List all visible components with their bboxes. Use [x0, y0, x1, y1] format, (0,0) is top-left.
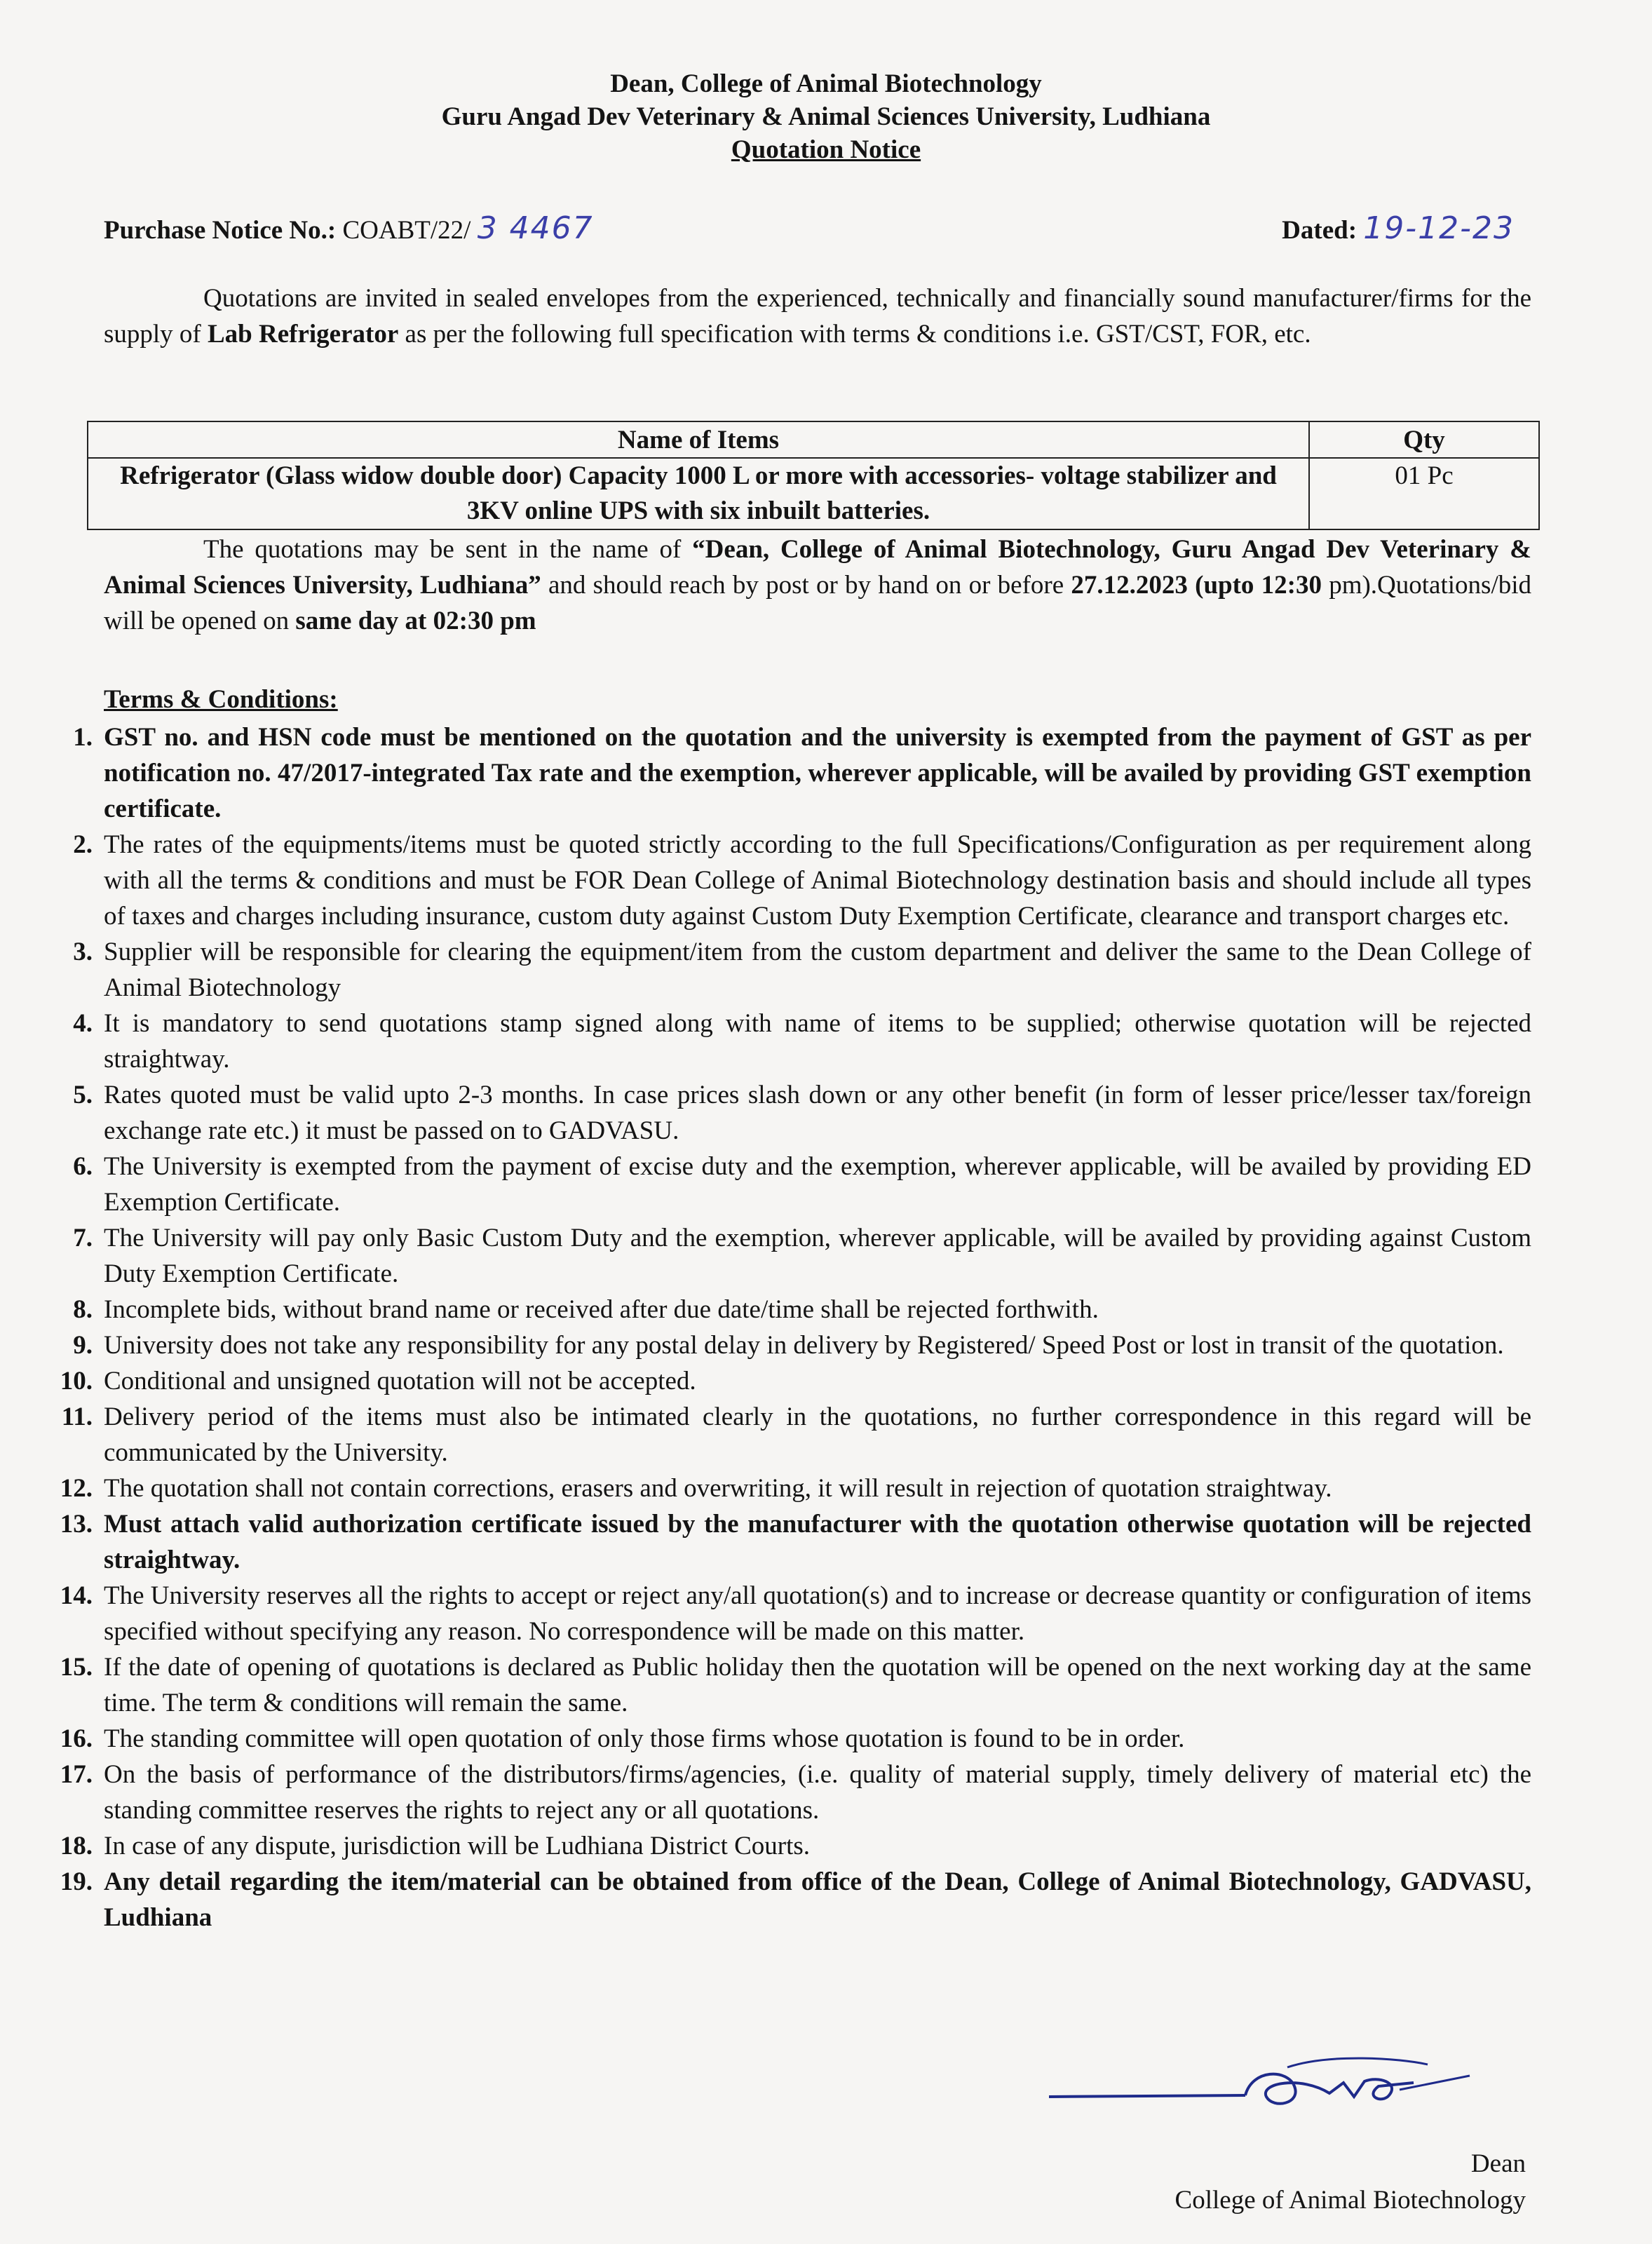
handwritten-notice-number: 3 4467: [477, 210, 594, 246]
list-item: [28, 827, 1531, 934]
term-number: 7.: [73, 1224, 93, 1252]
notice-date: [1282, 210, 1515, 246]
terms-list: [28, 719, 1531, 1935]
list-item: [28, 1220, 1531, 1292]
term-number: 13.: [60, 1510, 93, 1539]
term-text: Incomplete bids, without brand name or received after due date/time shall be rejected forthwith.: [104, 1295, 1099, 1324]
list-item: [28, 1757, 1531, 1828]
term-number: 4.: [73, 1009, 93, 1038]
document-header: [0, 67, 1652, 166]
term-text: Rates quoted must be valid upto 2-3 months. In case prices slash down or any other benefit (in form of lesser price/lesser tax/foreign exchange rate etc.) it must be passed on to GADVASU.: [104, 1081, 1531, 1145]
term-number: 19.: [60, 1867, 93, 1896]
notice-label: Purchase Notice No.:: [104, 216, 337, 245]
submission-paragraph: [104, 532, 1531, 639]
header-university-line: Guru Angad Dev Veterinary & Animal Sciences University, Ludhiana: [441, 102, 1211, 131]
list-item: [28, 1506, 1531, 1578]
term-number: 8.: [73, 1295, 93, 1324]
intro-text-1: Quotations are invited in sealed envelopes from the experienced, technically and financially sound manufacturer/firms for the supply of: [104, 284, 1531, 349]
intro-paragraph: [104, 280, 1531, 352]
term-text: On the basis of performance of the distributors/firms/agencies, (i.e. quality of material supply, timely delivery of material etc) the standing committee reserves the rights to reject any or all quotations.: [104, 1760, 1531, 1825]
term-number: 10.: [60, 1367, 93, 1395]
term-number: 1.: [73, 723, 93, 752]
signatory-block: [1175, 2146, 1526, 2219]
list-item: [28, 1828, 1531, 1864]
term-text: Delivery period of the items must also be intimated clearly in the quotations, no further correspondence in this regard will be communicated by the University.: [104, 1402, 1531, 1467]
term-text: The University reserves all the rights to accept or reject any/all quotation(s) and to increase or decrease quantity or configuration of items specified without specifying any reason. No correspondence will be made on this matter.: [104, 1581, 1531, 1646]
term-number: 16.: [60, 1724, 93, 1753]
term-text: If the date of opening of quotations is declared as Public holiday then the quotation will be opened on the next working day at the same time. The term & conditions will remain the same.: [104, 1653, 1531, 1717]
term-number: 9.: [73, 1331, 93, 1360]
items-table-header: [88, 421, 1539, 458]
list-item: [28, 1649, 1531, 1721]
term-text: The University will pay only Basic Custom Duty and the exemption, wherever applicable, will be availed by providing against Custom Duty Exemption Certificate.: [104, 1224, 1531, 1288]
list-item: [28, 1399, 1531, 1471]
date-label: Dated:: [1282, 216, 1358, 245]
list-item: [28, 1578, 1531, 1649]
intro-item-name: Lab Refrigerator: [208, 320, 399, 349]
term-text: It is mandatory to send quotations stamp signed along with name of items to be supplied; otherwise quotation will be rejected straightway.: [104, 1009, 1531, 1074]
term-number: 17.: [60, 1760, 93, 1789]
signatory-title: Dean: [1470, 2149, 1526, 2178]
term-number: 14.: [60, 1581, 93, 1610]
sent-text-2: and should reach by post or by hand on or before: [541, 571, 1071, 600]
list-item: [28, 1292, 1531, 1327]
term-text: Conditional and unsigned quotation will not be accepted.: [104, 1367, 696, 1395]
term-text: The quotation shall not contain corrections, erasers and overwriting, it will result in rejection of quotation straightway.: [104, 1474, 1332, 1503]
term-text: Supplier will be responsible for clearing the equipment/item from the custom department and deliver the same to the Dean College of Animal Biotechnology: [104, 938, 1531, 1002]
term-text: The rates of the equipments/items must be quoted strictly according to the full Specifications/Configuration as per requirement along with all the terms & conditions and must be FOR Dean College of Animal Biotechnology destination basis and should include all types of taxes and charges including insurance, custom duty against Custom Duty Exemption Certificate, clearance and transport charges etc.: [104, 830, 1531, 931]
col-qty: Qty: [1309, 421, 1539, 458]
intro-text-2: as per the following full specification with terms & conditions i.e. GST/CST, FOR, etc.: [398, 320, 1311, 349]
list-item: [28, 1077, 1531, 1149]
signatory-org: College of Animal Biotechnology: [1174, 2186, 1526, 2215]
list-item: [28, 1864, 1531, 1935]
list-item: [28, 1149, 1531, 1220]
term-number: 12.: [60, 1474, 93, 1503]
notice-prefix: COABT/22/: [342, 216, 471, 245]
item-qty-cell: 01 Pc: [1309, 458, 1539, 529]
list-item: [28, 1363, 1531, 1399]
term-number: 5.: [73, 1081, 93, 1109]
term-number: 11.: [61, 1402, 93, 1431]
sent-text-1: The quotations may be sent in the name of: [203, 535, 693, 564]
item-name-cell: Refrigerator (Glass widow double door) Capacity 1000 L or more with accessories- voltage stabilizer and 3KV online UPS with six inbuilt batteries.: [88, 458, 1309, 529]
term-text: Must attach valid authorization certificate issued by the manufacturer with the quotation otherwise quotation will be rejected straightway.: [104, 1510, 1531, 1574]
purchase-notice-number: [104, 210, 594, 246]
list-item: [28, 1327, 1531, 1363]
term-number: 15.: [60, 1653, 93, 1682]
sent-deadline: 27.12.2023 (upto 12:30: [1071, 571, 1322, 600]
header-notice-title: Quotation Notice: [731, 135, 921, 164]
term-number: 3.: [73, 938, 93, 966]
table-row: [88, 458, 1539, 529]
header-dean-line: Dean, College of Animal Biotechnology: [610, 69, 1042, 98]
signature-image: [1035, 2055, 1526, 2125]
term-text: The standing committee will open quotation of only those firms whose quotation is found to be in order.: [104, 1724, 1185, 1753]
sent-text-3: pm).Quotations/bid will be opened on: [104, 571, 1532, 635]
list-item: [28, 934, 1531, 1006]
term-number: 2.: [73, 830, 93, 859]
notice-row: [104, 203, 1515, 245]
term-text: Any detail regarding the item/material can be obtained from office of the Dean, College of Animal Biotechnology, GADVASU, Ludhiana: [104, 1867, 1531, 1932]
term-text: The University is exempted from the payment of excise duty and the exemption, wherever applicable, will be availed by providing ED Exemption Certificate.: [104, 1152, 1531, 1217]
sent-opening-time: same day at 02:30 pm: [295, 607, 536, 635]
sent-addressee: “Dean, College of Animal Biotechnology, Guru Angad Dev Veterinary & Animal Sciences University, Ludhiana”: [104, 535, 1532, 600]
term-text: GST no. and HSN code must be mentioned on the quotation and the university is exempted from the payment of GST as per notification no. 47/2017-integrated Tax rate and the exemption, wherever applicable, will be availed by providing GST exemption certificate.: [104, 723, 1531, 823]
col-name-of-items: Name of Items: [88, 421, 1309, 458]
list-item: [28, 1471, 1531, 1506]
handwritten-date: 19-12-23: [1363, 210, 1515, 246]
list-item: [28, 1006, 1531, 1077]
terms-title: Terms & Conditions:: [104, 685, 338, 714]
term-text: University does not take any responsibility for any postal delay in delivery by Registered/ Speed Post or lost in transit of the quotation.: [104, 1331, 1504, 1360]
term-number: 18.: [60, 1832, 93, 1860]
items-table: [87, 421, 1540, 530]
term-number: 6.: [73, 1152, 93, 1181]
term-text: In case of any dispute, jurisdiction will be Ludhiana District Courts.: [104, 1832, 811, 1860]
list-item: [28, 1721, 1531, 1757]
list-item: [28, 719, 1531, 827]
